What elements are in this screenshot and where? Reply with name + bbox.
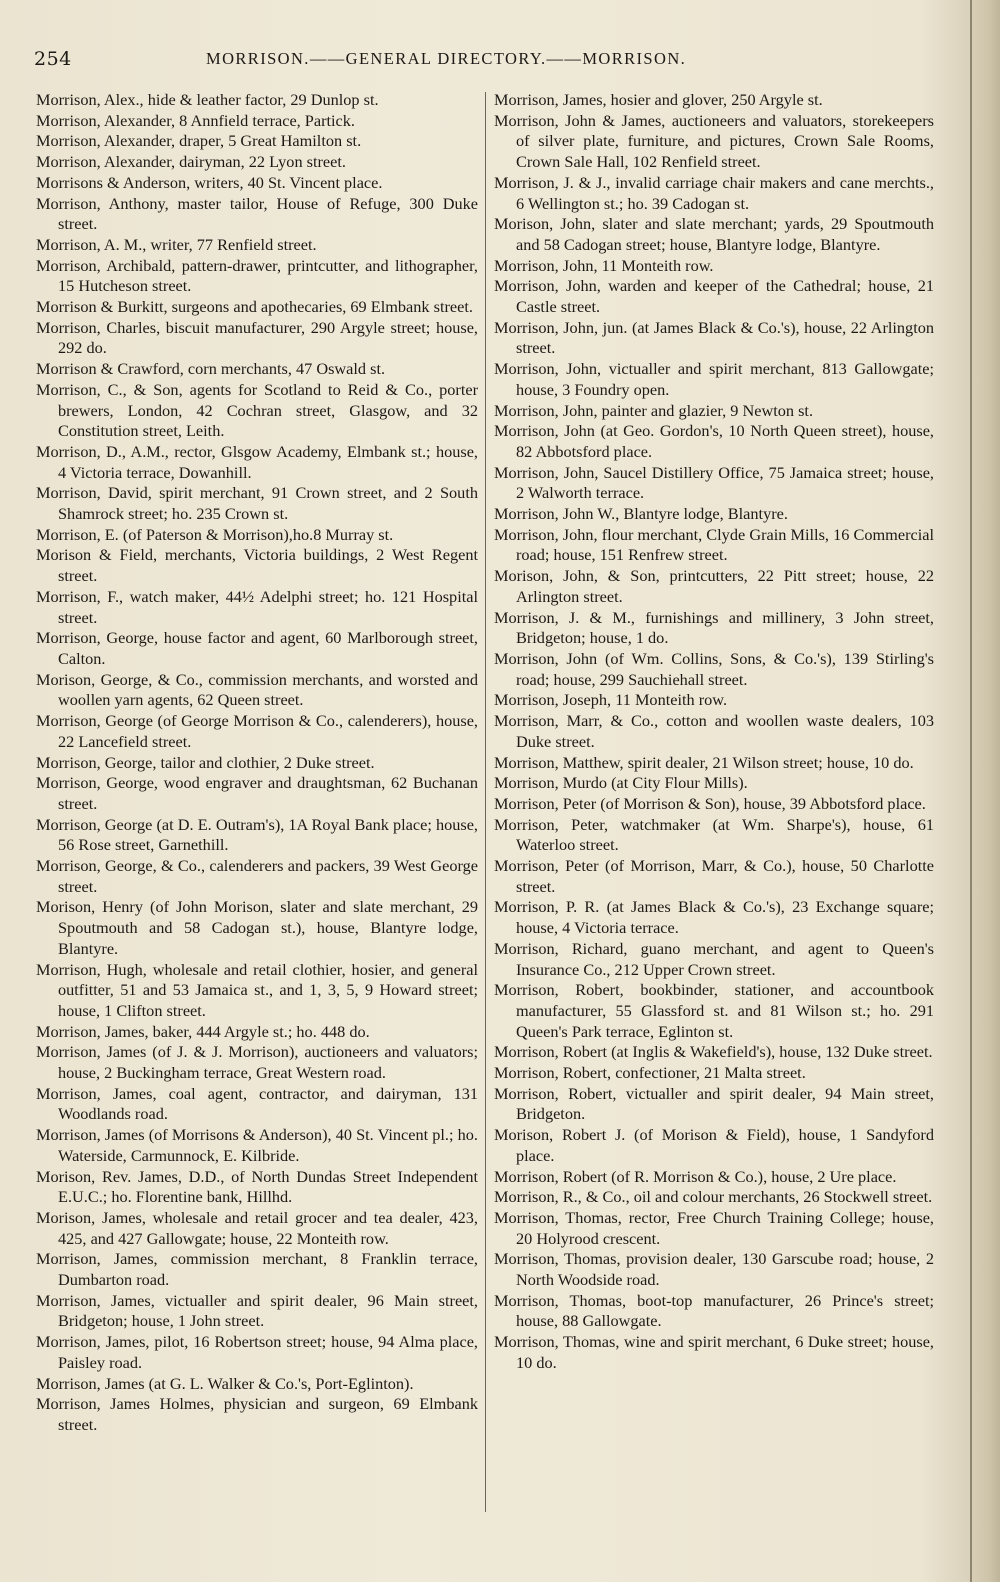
directory-entry: Morison, John, slater and slate merchant; yards, 29 Spoutmouth and 58 Cadogan street; house, Blantyre lodge, Blantyre. [494,214,934,254]
directory-entry: Morrison, Alexander, dairyman, 22 Lyon street. [36,152,346,172]
directory-entry: Morrison, John, victualler and spirit merchant, 813 Gallowgate; house, 3 Foundry open. [494,359,934,399]
running-head: MORRISON.——GENERAL DIRECTORY.——MORRISON. [206,49,687,68]
directory-entry: Morrison, J. & J., invalid carriage chair makers and cane merchts., 6 Wellington st.; ho. 39 Cadogan st. [494,172,934,213]
directory-entry: Morrison & Burkitt, surgeons and apothecaries, 69 Elmbank street. [36,297,473,317]
directory-entry: Morrison, C., & Son, agents for Scotland to Reid & Co., porter brewers, London, 42 Cochran street, Glasgow, and 32 Constitution street, Leith. [36,379,478,441]
directory-entry: Morrison, Robert (at Inglis & Wakefield's), house, 132 Duke street. [494,1042,933,1062]
directory-entry: Morison & Field, merchants, Victoria buildings, 2 West Regent street. [36,545,478,586]
directory-entry: Morrisons & Anderson, writers, 40 St. Vincent place. [36,172,383,192]
right-column [494,90,934,1374]
directory-entry: Morrison, Peter (of Morrison & Son), house, 39 Abbotsford place. [494,793,926,813]
directory-entry: Morrison, Alex., hide & leather factor, 29 Dunlop st. [36,90,379,109]
directory-entry: Morrison, James, pilot, 16 Robertson street; house, 94 Alma place, Paisley road. [36,1332,478,1372]
directory-entry: Morrison, James, hosier and glover, 250 Argyle st. [494,90,823,109]
directory-entry: Morrison, George (at D. E. Outram's), 1A Royal Bank place; house, 56 Rose street, Garnethill. [36,814,478,855]
directory-entry: Morrison, P. R. (at James Black & Co.'s), 23 Exchange square; house, 4 Victoria terrace. [494,897,934,938]
directory-entry: Morrison, Thomas, rector, Free Church Training College; house, 20 Holyrood crescent. [494,1207,934,1248]
directory-entry: Morrison, Peter (of Morrison, Marr, & Co.), house, 50 Charlotte street. [494,856,934,896]
directory-entry: Morrison, Thomas, provision dealer, 130 Garscube road; house, 2 North Woodside road. [494,1249,934,1290]
directory-entry: Morrison, Peter, watchmaker (at Wm. Sharpe's), house, 61 Waterloo street. [494,814,934,855]
directory-entry: Morrison, E. (of Paterson & Morrison),ho.8 Murray st. [36,524,394,544]
directory-entry: Morrison, George, & Co., calenderers and packers, 39 West George street. [36,856,478,896]
directory-entry: Morrison, Anthony, master tailor, House of Refuge, 300 Duke street. [36,193,478,234]
directory-entry: Morrison, James, baker, 444 Argyle st.; ho. 448 do. [36,1021,370,1041]
directory-entry: Morrison, F., watch maker, 44½ Adelphi street; ho. 121 Hospital street. [36,586,478,627]
directory-entry: Morrison, John & James, auctioneers and valuators, storekeepers of silver plate, furniture, and pictures, Crown Sale Rooms, Crown Sale Hall, 102 Renfield street. [494,110,934,172]
directory-entry: Morison, George, & Co., commission merchants, and worsted and woollen yarn agents, 62 Queen street. [36,669,478,710]
directory-entry: Morrison, J. & M., furnishings and millinery, 3 John street, Bridgeton; house, 1 do. [494,607,934,648]
directory-entry: Morrison, R., & Co., oil and colour merchants, 26 Stockwell street. [494,1187,933,1207]
directory-entry: Morrison, Hugh, wholesale and retail clothier, hosier, and general outfitter, 51 and 53 Jamaica st., and 1, 3, 5, 9 Howard street; house, 1 Clifton street. [36,959,478,1020]
directory-entry: Morrison, John (at Geo. Gordon's, 10 North Queen street), house, 82 Abbotsford place. [494,421,934,461]
directory-entry: Morrison, Thomas, boot-top manufacturer, 26 Prince's street; house, 88 Gallowgate. [494,1290,934,1331]
column-divider [485,92,486,1512]
directory-entry: Morison, James, wholesale and retail grocer and tea dealer, 423, 425, and 427 Gallowgate; house, 22 Monteith row. [36,1207,478,1248]
left-column [36,90,478,1436]
directory-entry: Morrison, John, jun. (at James Black & Co.'s), house, 22 Arlington street. [494,317,934,358]
directory-entry: Morrison, Thomas, wine and spirit merchant, 6 Duke street; house, 10 do. [494,1332,934,1372]
directory-entry: Morrison, John, painter and glazier, 9 Newton st. [494,400,814,420]
directory-entry: Morrison, A. M., writer, 77 Renfield street. [36,234,317,254]
gutter-edge-line [970,0,972,1582]
directory-entry: Morrison, James, commission merchant, 8 Franklin terrace, Dumbarton road. [36,1249,478,1290]
directory-entry: Morrison, John, warden and keeper of the Cathedral; house, 21 Castle street. [494,276,934,317]
directory-entry: Morrison, John, 11 Monteith row. [494,255,714,275]
directory-entry: Morrison, George, tailor and clothier, 2 Duke street. [36,752,375,772]
directory-entry: Morrison & Crawford, corn merchants, 47 Oswald st. [36,359,386,379]
page-number: 254 [34,48,72,70]
directory-entry: Morrison, Joseph, 11 Monteith row. [494,690,728,710]
directory-entry: Morison, Robert J. (of Morison & Field), house, 1 Sandyford place. [494,1125,934,1165]
directory-entry: Morrison, James, victualler and spirit dealer, 96 Main street, Bridgeton; house, 1 John street. [36,1290,478,1331]
directory-entry: Morrison, Robert, victualler and spirit dealer, 94 Main street, Bridgeton. [494,1083,934,1124]
book-gutter [970,0,1000,1582]
page-header [34,48,954,78]
directory-entry: Morison, John, & Son, printcutters, 22 Pitt street; house, 22 Arlington street. [494,566,934,606]
directory-entry: Morrison, Alexander, draper, 5 Great Hamilton st. [36,131,362,151]
directory-entry: Morrison, John, Saucel Distillery Office, 75 Jamaica street; house, 2 Walworth terrace. [494,462,934,503]
directory-entry: Morrison, Alexander, 8 Annfield terrace, Partick. [36,110,355,130]
directory-entry: Morrison, David, spirit merchant, 91 Crown street, and 2 South Shamrock street; ho. 235 Crown st. [36,483,478,524]
directory-entry: Morrison, Richard, guano merchant, and agent to Queen's Insurance Co., 212 Upper Crown street. [494,938,934,979]
directory-entry: Morrison, Robert, confectioner, 21 Malta street. [494,1063,806,1083]
directory-entry: Morrison, D., A.M., rector, Glsgow Academy, Elmbank st.; house, 4 Victoria terrace, Dowanhill. [36,441,478,482]
directory-entry: Morrison, Robert (of R. Morrison & Co.), house, 2 Ure place. [494,1166,897,1186]
directory-entry: Morrison, John W., Blantyre lodge, Blantyre. [494,504,788,524]
directory-entry: Morrison, Matthew, spirit dealer, 21 Wilson street; house, 10 do. [494,752,914,772]
directory-entry: Morrison, Marr, & Co., cotton and woollen waste dealers, 103 Duke street. [494,711,934,751]
directory-entry: Morrison, Robert, bookbinder, stationer, and accountbook manufacturer, 55 Glassford st. and 81 Wilson st.; ho. 291 Queen's Park terrace, Eglinton st. [494,980,934,1041]
directory-entry: Morrison, Archibald, pattern-drawer, printcutter, and lithographer, 15 Hutcheson street. [36,255,478,296]
directory-entry: Morrison, George (of George Morrison & Co., calenderers), house, 22 Lancefield street. [36,711,478,751]
directory-entry: Morrison, George, house factor and agent, 60 Marlborough street, Calton. [36,628,478,668]
directory-entry: Morrison, James (of Morrisons & Anderson), 40 St. Vincent pl.; ho. Waterside, Carmunnock, E. Kilbride. [36,1125,478,1165]
directory-entry: Morrison, George, wood engraver and draughtsman, 62 Buchanan street. [36,773,478,813]
directory-entry: Morrison, Murdo (at City Flour Mills). [494,773,748,793]
directory-entry: Morrison, James (of J. & J. Morrison), auctioneers and valuators; house, 2 Buckingham terrace, Great Western road. [36,1042,478,1083]
directory-entry: Morrison, John (of Wm. Collins, Sons, & Co.'s), 139 Stirling's road; house, 299 Sauchiehall street. [494,648,934,689]
directory-entry: Morrison, James, coal agent, contractor, and dairyman, 131 Woodlands road. [36,1083,478,1124]
directory-entry: Morrison, James Holmes, physician and surgeon, 69 Elmbank street. [36,1394,478,1434]
directory-entry: Morrison, John, flour merchant, Clyde Grain Mills, 16 Commercial road; house, 151 Renfrew street. [494,524,934,565]
directory-entry: Morrison, Charles, biscuit manufacturer, 290 Argyle street; house, 292 do. [36,317,478,358]
directory-entry: Morison, Henry (of John Morison, slater and slate merchant, 29 Spoutmouth and 58 Cadogan st.), house, Blantyre lodge, Blantyre. [36,897,478,958]
directory-entry: Morison, Rev. James, D.D., of North Dundas Street Independent E.U.C.; ho. Florentine bank, Hillhd. [36,1166,478,1207]
directory-entry: Morrison, James (at G. L. Walker & Co.'s, Port-Eglinton). [36,1373,414,1393]
